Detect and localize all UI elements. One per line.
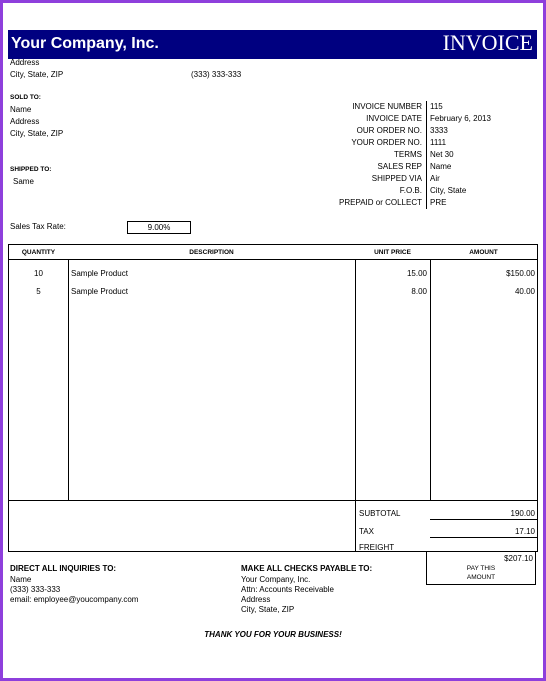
tax-label: TAX [359,527,374,536]
company-address: Address [10,58,40,67]
company-phone: (333) 333-333 [191,70,242,79]
sales-tax-label: Sales Tax Rate: [10,222,66,231]
meta-label: YOUR ORDER NO. [351,138,422,147]
subtotal-value: 190.00 [510,509,535,518]
terms: Net 30 [430,150,454,159]
meta-label: SHIPPED VIA [371,174,422,183]
thank-you-message: THANK YOU FOR YOUR BUSINESS! [204,630,342,639]
column-divider [68,259,69,500]
row-description: Sample Product [71,287,128,296]
row-amount: 40.00 [514,287,535,296]
sold-to-name: Name [10,105,32,114]
col-unit-price: UNIT PRICE [374,249,411,256]
invoice-meta-values [430,101,491,209]
fob: City, State [430,186,467,195]
invoice-banner [8,30,537,59]
row-unit-price: 8.00 [411,287,427,296]
our-order-no: 3333 [430,126,448,135]
table-header [9,245,537,260]
inquiries-heading: DIRECT ALL INQUIRIES TO: [10,564,117,573]
pay-label-line1: PAY THIS [466,565,496,572]
row-amount: $150.00 [506,269,535,278]
invoice-title: INVOICE [442,30,533,55]
meta-label: INVOICE NUMBER [352,102,422,111]
payable-company: Your Company, Inc. [241,575,311,584]
invoice-number: 115 [430,102,443,111]
invoice-date: February 6, 2013 [430,114,491,123]
col-description: DESCRIPTION [189,249,234,256]
inquiries-email[interactable]: email: employee@youcompany.com [10,595,139,604]
total-due: $207.10 [504,554,533,563]
inquiries-phone: (333) 333-333 [10,585,61,594]
sales-tax-rate-field[interactable]: 9.00% [127,221,191,234]
meta-label: PREPAID or COLLECT [339,198,422,207]
col-amount: AMOUNT [469,249,498,256]
your-order-no: 1111 [430,138,447,147]
row-unit-price: 15.00 [406,269,427,278]
payable-address: Address [241,595,271,604]
sales-rep: Name [430,162,452,171]
totals-divider [355,499,356,551]
sold-to-city: City, State, ZIP [10,129,64,138]
meta-label: F.O.B. [399,186,422,195]
subtotal-rule [430,519,537,520]
shipped-to-value: Same [13,177,34,186]
totals-section [8,499,538,552]
meta-divider [426,101,427,209]
pay-label-line2: AMOUNT [466,574,496,581]
company-name: Your Company, Inc. [11,35,159,52]
tax-rule [430,537,537,538]
row-description: Sample Product [71,269,128,278]
prepaid-or-collect: PRE [430,198,447,207]
sold-to-heading: SOLD TO: [10,94,41,101]
freight-label: FREIGHT [359,543,395,552]
meta-label: TERMS [394,150,422,159]
col-quantity: QUANTITY [21,249,56,256]
invoice-page [3,3,543,678]
meta-label: OUR ORDER NO. [356,126,422,135]
sold-to-address: Address [10,117,40,126]
payable-heading: MAKE ALL CHECKS PAYABLE TO: [241,564,373,573]
inquiries-name: Name [10,575,32,584]
tax-value: 17.10 [514,527,535,536]
invoice-meta-labels [303,101,422,209]
company-city: City, State, ZIP [10,70,64,79]
meta-label: SALES REP [377,162,422,171]
row-quantity: 5 [36,287,41,296]
shipped-to-heading: SHIPPED TO: [10,166,52,173]
subtotal-label: SUBTOTAL [359,509,401,518]
payable-city: City, State, ZIP [241,605,295,614]
pay-this-amount-box [426,552,536,585]
row-quantity: 10 [34,269,43,278]
payable-attn: Attn: Accounts Receivable [241,585,334,594]
shipped-via: Air [430,174,440,183]
meta-label: INVOICE DATE [366,114,422,123]
line-items-table [8,244,538,501]
